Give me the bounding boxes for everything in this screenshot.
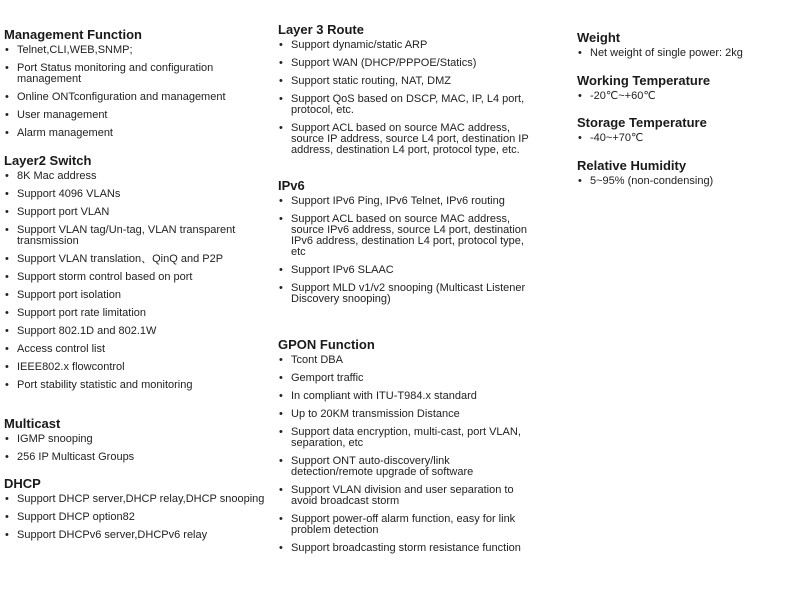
bullet-icon: • xyxy=(5,493,9,505)
bullet-icon: • xyxy=(578,175,582,187)
spec-item: • Support IPv6 SLAAC xyxy=(279,264,394,276)
spec-item: • In compliant with ITU-T984.x standard xyxy=(279,390,477,402)
spec-list xyxy=(278,355,530,554)
spec-item: • Support data encryption, multi-cast, port VLAN, separation, etc xyxy=(279,426,521,449)
working-temperature-section xyxy=(577,73,782,109)
bullet-icon: • xyxy=(279,484,283,496)
bullet-icon: • xyxy=(5,529,9,541)
section-heading: Weight xyxy=(577,30,621,45)
spec-item: • Support broadcasting storm resistance function xyxy=(279,542,521,554)
bullet-icon: • xyxy=(279,93,283,105)
bullet-icon: • xyxy=(578,47,582,59)
section-heading: Layer 3 Route xyxy=(278,22,364,37)
spec-item: • Support ACL based on source MAC address, source IPv6 address, source L4 port, destination IPv6 address, destination L4 port, protocol type, etc xyxy=(279,213,528,258)
spec-list xyxy=(577,91,782,102)
bullet-icon: • xyxy=(5,170,9,182)
spec-item: • Access control list xyxy=(5,343,106,355)
spec-item: • Support storm control based on port xyxy=(5,271,193,283)
bullet-icon: • xyxy=(5,127,9,139)
spec-item: • Tcont DBA xyxy=(279,354,343,366)
gpon-function-section xyxy=(278,337,530,561)
bullet-icon: • xyxy=(5,188,9,200)
spec-item: • Port stability statistic and monitoring xyxy=(5,379,193,391)
section-heading: Working Temperature xyxy=(577,73,711,88)
spec-list xyxy=(278,40,530,156)
bullet-icon: • xyxy=(279,390,283,402)
bullet-icon: • xyxy=(5,91,9,103)
bullet-icon: • xyxy=(5,62,9,74)
bullet-icon: • xyxy=(5,325,9,337)
spec-item: • Support ONT auto-discovery/link detection/remote upgrade of software xyxy=(279,455,474,478)
spec-item: • Up to 20KM transmission Distance xyxy=(279,408,460,420)
management-function-section xyxy=(4,27,266,146)
bullet-icon: • xyxy=(578,132,582,144)
spec-item: • Support IPv6 Ping, IPv6 Telnet, IPv6 routing xyxy=(279,195,505,207)
bullet-icon: • xyxy=(279,426,283,438)
bullet-icon: • xyxy=(279,408,283,420)
spec-item: • Support QoS based on DSCP, MAC, IP, L4 port, protocol, etc. xyxy=(279,93,525,116)
spec-item: • Support port rate limitation xyxy=(5,307,147,319)
bullet-icon: • xyxy=(279,513,283,525)
spec-list xyxy=(4,45,266,139)
spec-item: • Support port isolation xyxy=(5,289,121,301)
bullet-icon: • xyxy=(5,271,9,283)
storage-temperature-section xyxy=(577,115,782,151)
spec-item: • 5~95% (non-condensing) xyxy=(578,175,714,187)
section-heading: Storage Temperature xyxy=(577,115,707,130)
ipv6-section xyxy=(278,178,530,312)
bullet-icon: • xyxy=(578,90,582,102)
spec-item: • 8K Mac address xyxy=(5,170,97,182)
bullet-icon: • xyxy=(279,122,283,134)
spec-item: • Support MLD v1/v2 snooping (Multicast Listener Discovery snooping) xyxy=(279,282,526,305)
bullet-icon: • xyxy=(279,195,283,207)
bullet-icon: • xyxy=(5,253,9,265)
bullet-icon: • xyxy=(5,289,9,301)
spec-item: • User management xyxy=(5,109,108,121)
spec-list xyxy=(577,133,782,144)
multicast-section xyxy=(4,416,266,470)
bullet-icon: • xyxy=(5,206,9,218)
spec-item: • 256 IP Multicast Groups xyxy=(5,451,135,463)
spec-item: • Alarm management xyxy=(5,127,113,139)
dhcp-section xyxy=(4,476,266,548)
spec-list xyxy=(278,196,530,305)
spec-item: • Port Status monitoring and configuration management xyxy=(5,62,214,85)
bullet-icon: • xyxy=(279,455,283,467)
bullet-icon: • xyxy=(279,542,283,554)
bullet-icon: • xyxy=(5,451,9,463)
bullet-icon: • xyxy=(5,343,9,355)
bullet-icon: • xyxy=(5,44,9,56)
spec-item: • Support DHCPv6 server,DHCPv6 relay xyxy=(5,529,208,541)
spec-item: • Support 802.1D and 802.1W xyxy=(5,325,157,337)
spec-item: • Support VLAN tag/Un-tag, VLAN transparent transmission xyxy=(5,224,236,247)
spec-list xyxy=(4,171,266,391)
bullet-icon: • xyxy=(279,75,283,87)
spec-item: • Support VLAN division and user separation to avoid broadcast storm xyxy=(279,484,514,507)
spec-item: • Support DHCP server,DHCP relay,DHCP snooping xyxy=(5,493,265,505)
bullet-icon: • xyxy=(279,372,283,384)
spec-item: • Support VLAN translation、QinQ and P2P xyxy=(5,253,224,265)
bullet-icon: • xyxy=(5,511,9,523)
bullet-icon: • xyxy=(279,39,283,51)
bullet-icon: • xyxy=(5,361,9,373)
bullet-icon: • xyxy=(279,282,283,294)
spec-item: • Telnet,CLI,WEB,SNMP; xyxy=(5,44,133,56)
spec-list xyxy=(577,48,782,59)
spec-list xyxy=(4,494,266,541)
spec-item: • -20℃~+60℃ xyxy=(578,90,656,102)
bullet-icon: • xyxy=(5,307,9,319)
spec-list xyxy=(4,434,266,463)
section-heading: Multicast xyxy=(4,416,61,431)
bullet-icon: • xyxy=(5,224,9,236)
bullet-icon: • xyxy=(279,213,283,225)
bullet-icon: • xyxy=(279,57,283,69)
spec-item: • Support dynamic/static ARP xyxy=(279,39,428,51)
spec-item: • Support ACL based on source MAC address, source IP address, source L4 port, destination IP address, destination L4 port, protocol type, etc. xyxy=(279,122,529,156)
relative-humidity-section xyxy=(577,158,782,194)
layer3-route-section xyxy=(278,22,530,163)
bullet-icon: • xyxy=(5,379,9,391)
bullet-icon: • xyxy=(5,433,9,445)
spec-item: • IEEE802.x flowcontrol xyxy=(5,361,125,373)
spec-item: • -40~+70℃ xyxy=(578,132,644,144)
section-heading: Layer2 Switch xyxy=(4,153,92,168)
bullet-icon: • xyxy=(279,264,283,276)
spec-list xyxy=(577,176,782,187)
spec-item: • IGMP snooping xyxy=(5,433,93,445)
spec-item: • Gemport traffic xyxy=(279,372,364,384)
spec-item: • Support power-off alarm function, easy for link problem detection xyxy=(279,513,516,536)
spec-item: • Support WAN (DHCP/PPPOE/Statics) xyxy=(279,57,477,69)
spec-item: • Support port VLAN xyxy=(5,206,110,218)
section-heading: DHCP xyxy=(4,476,41,491)
weight-section xyxy=(577,30,782,66)
section-heading: GPON Function xyxy=(278,337,375,352)
section-heading: Management Function xyxy=(4,27,142,42)
section-heading: Relative Humidity xyxy=(577,158,687,173)
spec-item: • Net weight of single power: 2kg xyxy=(578,47,743,59)
spec-item: • Online ONTconfiguration and management xyxy=(5,91,226,103)
section-heading: IPv6 xyxy=(278,178,305,193)
spec-item: • Support 4096 VLANs xyxy=(5,188,121,200)
spec-item: • Support static routing, NAT, DMZ xyxy=(279,75,451,87)
spec-item: • Support DHCP option82 xyxy=(5,511,135,523)
bullet-icon: • xyxy=(5,109,9,121)
bullet-icon: • xyxy=(279,354,283,366)
layer2-switch-section xyxy=(4,153,266,398)
